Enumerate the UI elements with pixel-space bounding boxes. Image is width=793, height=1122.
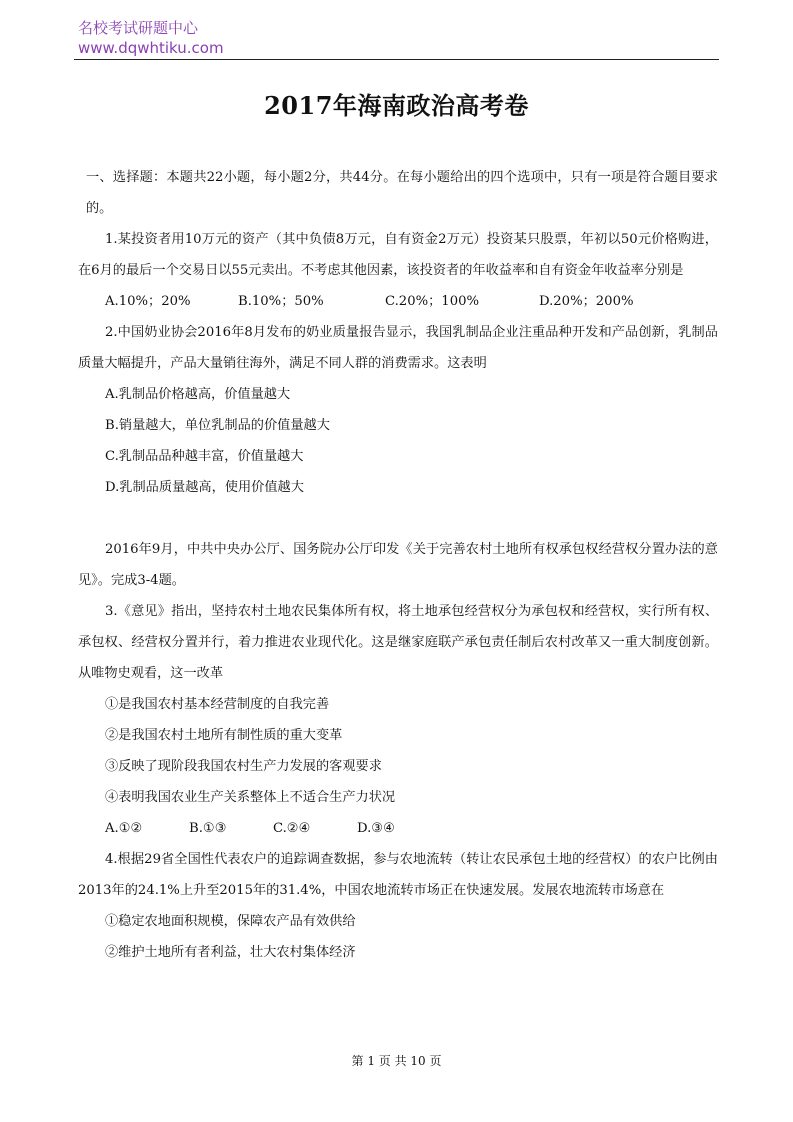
option-b: B.①③: [189, 821, 227, 836]
question-1-stem: 1.某投资者用10万元的资产（其中负债8万元，自有资金2万元）投资某只股票，年初以50元价格购进，在6月的最后一个交易日以55元卖出。不考虑其他因素，该投资者的年收益率和自有资金年收益率分别是: [78, 232, 718, 278]
brand-url[interactable]: www.dqwhtiku.com: [78, 39, 224, 57]
header-divider: [74, 59, 719, 60]
header-brand: [78, 18, 224, 58]
spacer: [78, 503, 718, 534]
question-2-stem: 2.中国奶业协会2016年8月发布的奶业质量报告显示，我国乳制品企业注重品种开发和产品创新，乳制品质量大幅提升，产品大量销往海外，满足不同人群的消费需求。这表明: [78, 325, 718, 371]
option-a: A.10%；20%: [105, 294, 191, 309]
option-a: A.①②: [105, 821, 143, 836]
question-3-item-4: ④表明我国农业生产关系整体上不适合生产力状况: [105, 790, 396, 805]
question-2-option-a: A.乳制品价格越高，价值量越大: [105, 387, 291, 402]
question-2-option-c: C.乳制品品种越丰富，价值量越大: [105, 449, 304, 464]
question-3-item-1: ①是我国农村基本经营制度的自我完善: [105, 697, 330, 712]
option-d: D.20%；200%: [539, 294, 634, 309]
section-intro: 一、选择题：本题共22小题，每小题2分，共44分。在每小题给出的四个选项中，只有一项是符合题目要求的。: [86, 170, 718, 216]
document-body: [78, 162, 718, 968]
page-footer: 第 1 页 共 10 页: [351, 1054, 442, 1068]
option-d: D.③④: [357, 821, 395, 836]
question-3-stem: 3.《意见》指出，坚持农村土地农民集体所有权，将土地承包经营权分为承包权和经营权，实行所有权、承包权、经营权分置并行，着力推进农业现代化。这是继家庭联产承包责任制后农村改革又一重大制度创新。从唯物史观看，这一改革: [78, 604, 718, 681]
question-2-option-b: B.销量越大，单位乳制品的价值量越大: [105, 418, 330, 433]
question-4-stem: 4.根据29省全国性代表农户的追踪调查数据，参与农地流转（转让农民承包土地的经营权）的农户比例由2013年的24.1%上升至2015年的31.4%，中国农地流转市场正在快速发展。发展农地流转市场意在: [78, 852, 718, 898]
brand-name: 名校考试研题中心: [78, 19, 199, 37]
option-b: B.10%；50%: [238, 294, 324, 309]
question-4-item-1: ①稳定农地面积规模，保障农产品有效供给: [105, 914, 356, 929]
question-2-option-d: D.乳制品质量越高，使用价值越大: [105, 480, 304, 495]
question-4-item-2: ②维护土地所有者利益，壮大农村集体经济: [105, 945, 356, 960]
option-c: C.20%；100%: [385, 294, 480, 309]
question-1-options: [78, 286, 718, 317]
material-passage: 2016年9月，中共中央办公厅、国务院办公厅印发《关于完善农村土地所有权承包权经营权分置办法的意见》。完成3-4题。: [78, 542, 718, 588]
question-3-item-2: ②是我国农村土地所有制性质的重大变革: [105, 728, 343, 743]
question-3-item-3: ③反映了现阶段我国农村生产力发展的客观要求: [105, 759, 382, 774]
page-title: 2017年海南政治高考卷: [264, 91, 529, 120]
question-3-options: [78, 813, 718, 844]
option-c: C.②④: [273, 821, 311, 836]
